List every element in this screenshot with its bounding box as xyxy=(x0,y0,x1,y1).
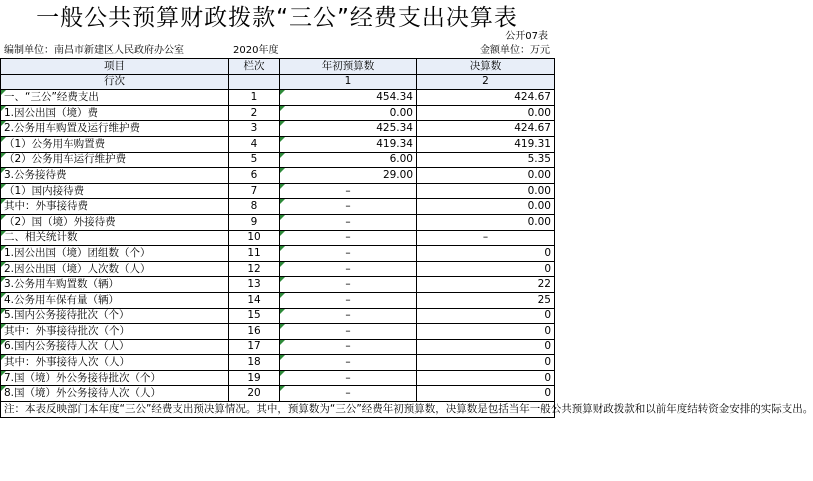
row-budget: – xyxy=(280,324,417,340)
table-row xyxy=(1,183,555,199)
row-final: 419.31 xyxy=(417,136,555,152)
row-label: 其中：外事接待批次（个） xyxy=(1,324,229,340)
row-budget: 419.34 xyxy=(280,136,417,152)
row-line: 8 xyxy=(229,199,280,215)
report-title: 一般公共预算财政拨款“三公”经费支出决算表 xyxy=(36,5,518,31)
row-final: 0.00 xyxy=(417,105,555,121)
row-budget: – xyxy=(280,183,417,199)
row-final: 25 xyxy=(417,292,555,308)
row-line: 3 xyxy=(229,121,280,137)
row-final: 0 xyxy=(417,370,555,386)
row-final: 0.00 xyxy=(417,214,555,230)
row-line: 19 xyxy=(229,370,280,386)
row-budget: – xyxy=(280,308,417,324)
row-final: 0.00 xyxy=(417,199,555,215)
row-budget: – xyxy=(280,261,417,277)
row-final: 0 xyxy=(417,246,555,262)
table-row xyxy=(1,230,555,246)
row-final: 0 xyxy=(417,339,555,355)
row-line: 17 xyxy=(229,339,280,355)
table-row xyxy=(1,324,555,340)
row-budget: – xyxy=(280,199,417,215)
row-final: 5.35 xyxy=(417,152,555,168)
header-budget: 年初预算数 xyxy=(280,59,417,75)
expenditure-table xyxy=(0,58,813,418)
table-row xyxy=(1,292,555,308)
table-row xyxy=(1,370,555,386)
header-row xyxy=(1,59,555,75)
row-final: 0.00 xyxy=(417,168,555,184)
row-line: 5 xyxy=(229,152,280,168)
row-line: 12 xyxy=(229,261,280,277)
row-budget: – xyxy=(280,355,417,371)
table-row xyxy=(1,339,555,355)
header-col1: 1 xyxy=(280,74,417,90)
report-meta xyxy=(4,44,550,57)
row-final: 22 xyxy=(417,277,555,293)
row-budget: 29.00 xyxy=(280,168,417,184)
row-final: 0.00 xyxy=(417,183,555,199)
table-note: 注：本表反映部门本年度“三公”经费支出预决算情况。其中，预算数为“三公”经费年初预算数，决算数是包括当年一般公共预算财政拨款和以前年度结转资金安排的实际支出。 xyxy=(1,402,555,418)
row-line: 14 xyxy=(229,292,280,308)
row-budget: – xyxy=(280,246,417,262)
row-line: 4 xyxy=(229,136,280,152)
row-final: 0 xyxy=(417,308,555,324)
row-line: 10 xyxy=(229,230,280,246)
row-line: 1 xyxy=(229,90,280,106)
header-item: 项目 xyxy=(1,59,229,75)
row-label: 1.因公出国（境）费 xyxy=(1,105,229,121)
row-label: 4.公务用车保有量（辆） xyxy=(1,292,229,308)
row-budget: 454.34 xyxy=(280,90,417,106)
table-row xyxy=(1,136,555,152)
row-label: （1）国内接待费 xyxy=(1,183,229,199)
row-budget: – xyxy=(280,292,417,308)
row-line: 9 xyxy=(229,214,280,230)
table-row xyxy=(1,355,555,371)
row-label: 其中：外事接待费 xyxy=(1,199,229,215)
unit-label: 金额单位：万元 xyxy=(480,45,550,56)
row-line: 2 xyxy=(229,105,280,121)
row-label: 其中：外事接待人次（人） xyxy=(1,355,229,371)
table-row xyxy=(1,214,555,230)
org-label: 编制单位：南昌市新建区人民政府办公室 xyxy=(4,45,184,56)
table-row xyxy=(1,246,555,262)
header-blank xyxy=(229,74,280,90)
row-budget: – xyxy=(280,386,417,402)
row-budget: – xyxy=(280,339,417,355)
row-line: 15 xyxy=(229,308,280,324)
table-row xyxy=(1,121,555,137)
table-row xyxy=(1,261,555,277)
row-final: 0 xyxy=(417,355,555,371)
table-row xyxy=(1,152,555,168)
row-label: 7.国（境）外公务接待批次（个） xyxy=(1,370,229,386)
row-budget: – xyxy=(280,370,417,386)
row-label: 1.因公出国（境）团组数（个） xyxy=(1,246,229,262)
row-budget: – xyxy=(280,230,417,246)
table-row xyxy=(1,168,555,184)
header-col2: 2 xyxy=(417,74,555,90)
table-row xyxy=(1,105,555,121)
header-line: 栏次 xyxy=(229,59,280,75)
note-row xyxy=(1,402,555,418)
row-label: （2）公务用车运行维护费 xyxy=(1,152,229,168)
row-label: （2）国（境）外接待费 xyxy=(1,214,229,230)
row-line: 11 xyxy=(229,246,280,262)
row-label: 2.公务用车购置及运行维护费 xyxy=(1,121,229,137)
row-line: 7 xyxy=(229,183,280,199)
row-label: 二、相关统计数 xyxy=(1,230,229,246)
table-row xyxy=(1,90,555,106)
row-final: 424.67 xyxy=(417,90,555,106)
table-code: 公开07表 xyxy=(505,31,548,42)
table-row xyxy=(1,308,555,324)
row-budget: – xyxy=(280,214,417,230)
row-budget: 425.34 xyxy=(280,121,417,137)
row-budget: 0.00 xyxy=(280,105,417,121)
row-line: 20 xyxy=(229,386,280,402)
row-label: 6.国内公务接待人次（人） xyxy=(1,339,229,355)
table-row xyxy=(1,277,555,293)
row-final: 424.67 xyxy=(417,121,555,137)
header-final: 决算数 xyxy=(417,59,555,75)
row-label: 一、“三公”经费支出 xyxy=(1,90,229,106)
row-label: 3.公务用车购置数（辆） xyxy=(1,277,229,293)
row-final: 0 xyxy=(417,261,555,277)
table-row xyxy=(1,199,555,215)
row-line: 18 xyxy=(229,355,280,371)
row-label: 5.国内公务接待批次（个） xyxy=(1,308,229,324)
table-row xyxy=(1,386,555,402)
row-label: （1）公务用车购置费 xyxy=(1,136,229,152)
row-line: 6 xyxy=(229,168,280,184)
header-row-label: 行次 xyxy=(1,74,229,90)
row-label: 2.因公出国（境）人次数（人） xyxy=(1,261,229,277)
row-final: 0 xyxy=(417,324,555,340)
row-line: 16 xyxy=(229,324,280,340)
row-label: 3.公务接待费 xyxy=(1,168,229,184)
row-budget: 6.00 xyxy=(280,152,417,168)
year-label: 2020年度 xyxy=(233,45,279,56)
row-budget: – xyxy=(280,277,417,293)
row-label: 8.国（境）外公务接待人次（人） xyxy=(1,386,229,402)
header-index-row xyxy=(1,74,555,90)
row-final: – xyxy=(417,230,555,246)
row-line: 13 xyxy=(229,277,280,293)
row-final: 0 xyxy=(417,386,555,402)
